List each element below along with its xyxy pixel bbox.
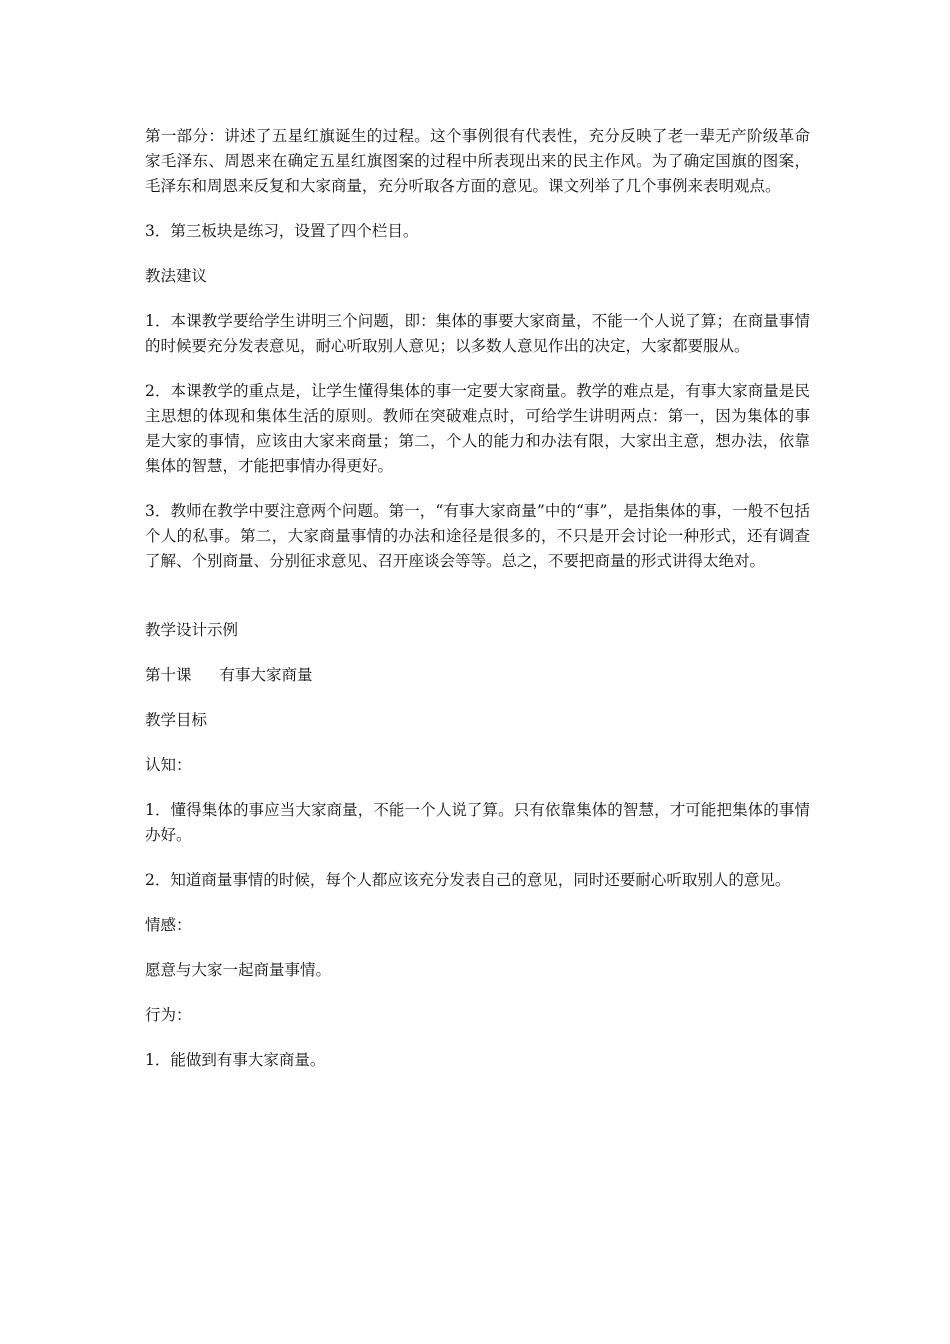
suggestion-item-3: 3．教师在教学中要注意两个问题。第一，“有事大家商量”中的“事”，是指集体的事，一般不包括个人的私事。第二，大家商量事情的办法和途径是很多的，不只是开会讨论一种形式，还有调查了解、个别商量、分别征求意见、召开座谈会等等。总之，不要把商量的形式讲得太绝对。 <box>145 502 810 570</box>
behavior-item-1: 1．能做到有事大家商量。 <box>145 1051 326 1069</box>
cognition-item-1: 1．懂得集体的事应当大家商量，不能一个人说了算。只有依靠集体的智慧，才可能把集体的事情办好。 <box>145 801 810 844</box>
heading-cognition: 认知： <box>145 756 192 774</box>
heading-emotion: 情感： <box>145 916 192 934</box>
lesson-name: 有事大家商量 <box>219 666 313 684</box>
suggestion-item-2: 2．本课教学的重点是，让学生懂得集体的事一定要大家商量。教学的难点是，有事大家商量是民主思想的体现和集体生活的原则。教师在突破难点时，可给学生讲明两点：第一，因为集体的事是大家的事情，应该由大家来商量；第二，个人的能力和办法有限，大家出主意，想办法，依靠集体的智慧，才能把事情办得更好。 <box>145 382 810 475</box>
suggestion-item-1: 1．本课教学要给学生讲明三个问题，即：集体的事要大家商量，不能一个人说了算；在商量事情的时候要充分发表意见，耐心听取别人意见；以多数人意见作出的决定，大家都要服从。 <box>145 312 810 355</box>
heading-teaching-suggestions: 教法建议 <box>145 267 208 285</box>
lesson-number: 第十课 <box>145 666 192 684</box>
heading-behavior: 行为： <box>145 1006 192 1024</box>
cognition-item-2: 2．知道商量事情的时候，每个人都应该充分发表自己的意见，同时还要耐心听取别人的意见。 <box>145 871 791 889</box>
document-page <box>145 124 810 1093</box>
emotion-item: 愿意与大家一起商量事情。 <box>145 961 332 979</box>
paragraph-part-one: 第一部分：讲述了五星红旗诞生的过程。这个事例很有代表性，充分反映了老一辈无产阶级革命家毛泽东、周恩来在确定五星红旗图案的过程中所表现出来的民主作风。为了确定国旗的图案，毛泽东和周恩来反复和大家商量，充分听取各方面的意见。课文列举了几个事例来表明观点。 <box>145 127 810 195</box>
lesson-title <box>145 663 810 688</box>
heading-teaching-goals: 教学目标 <box>145 711 208 729</box>
paragraph-third-section: 3．第三板块是练习，设置了四个栏目。 <box>145 222 419 240</box>
heading-design-example: 教学设计示例 <box>145 621 239 639</box>
